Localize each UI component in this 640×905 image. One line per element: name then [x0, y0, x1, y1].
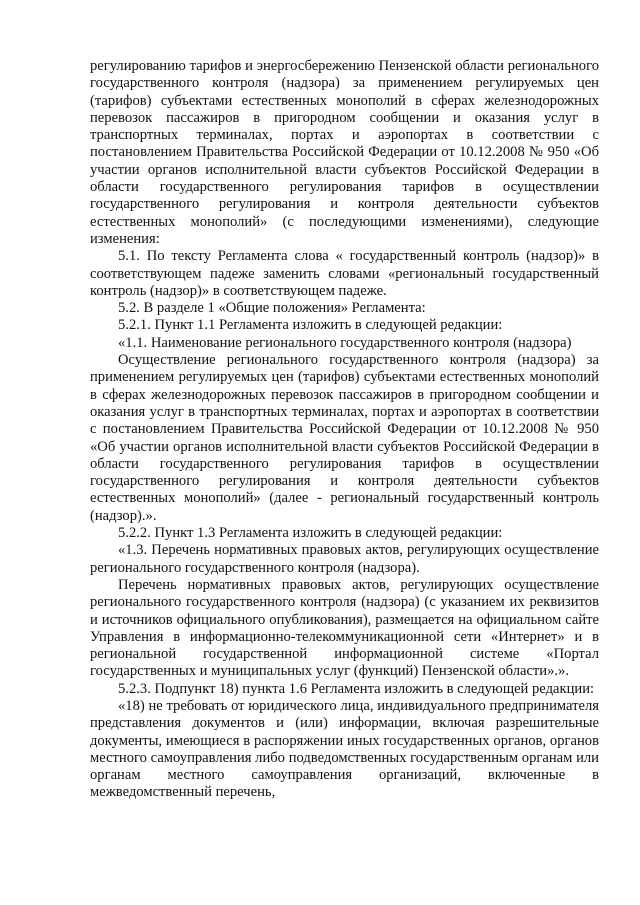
paragraph-5-2-2: 5.2.2. Пункт 1.3 Регламента изложить в следующей редакции: [118, 525, 503, 542]
paragraph-5-2-1: 5.2.1. Пункт 1.1 Регламента изложить в следующей редакции: [118, 317, 503, 334]
paragraph-5-1: 5.1. По тексту Регламента слова « государственный контроль (надзор)» в соответствующем падеже заменить словами «региональный государственный контроль (надзор)» в соответствующем падеже. [90, 248, 599, 299]
paragraph-1-3-heading: «1.3. Перечень нормативных правовых актов, регулирующих осуществление регионального государственного контроля (надзора). [90, 542, 599, 576]
paragraph-1-3-body: Перечень нормативных правовых актов, регулирующих осуществление регионального государственного контроля (надзора) (с указанием их реквизитов и источников официального опубликования), размещается на официальном сайте Управления в информационно-телекоммуникационной сети «Интернет» и в региональной государственной информационной системе «Портал государственных и муниципальных услуг (функций) Пензенской области».». [90, 576, 599, 680]
paragraph-1-1-heading: «1.1. Наименование регионального государственного контроля (надзора) [118, 334, 572, 351]
paragraph-intro: регулированию тарифов и энергосбережению Пензенской области регионального государственного контроля (надзора) за применением регулируемых цен (тарифов) субъектами естественных монополий в сферах железнодорожных перевозок пассажиров в пригородном сообщении и оказания услуг в транспортных терминалах, портах и аэропортах в соответствии с постановлением Правительства Российской Федерации от 10.12.2008 № 950 «Об участии органов исполнительной власти субъектов Российской Федерации в области государственного регулирования тарифов в осуществлении государственного регулирования и контроля деятельности субъектов естественных монополий» (с последующими изменениями), следующие изменения: [90, 58, 599, 247]
paragraph-18: «18) не требовать от юридического лица, индивидуального предпринимателя представления документов и (или) информации, включая разрешительные документы, имеющиеся в распоряжении иных государственных органов, органов местного самоуправления либо подведомственных государственным органам или органам местного самоуправления организаций, включенные в межведомственный перечень, [90, 697, 599, 801]
paragraph-1-1-body: Осуществление регионального государственного контроля (надзора) за применением регулируемых цен (тарифов) субъектами естественных монополий в сферах железнодорожных перевозок пассажиров в пригородном сообщении и оказания услуг в транспортных терминалах, портах и аэропортах в соответствии с постановлением Правительства Российской Федерации от 10.12.2008 № 950 «Об участии органов исполнительной власти субъектов Российской Федерации в области государственного регулирования тарифов в осуществлении государственного регулирования и контроля деятельности субъектов естественных монополий» (далее - региональный государственный контроль (надзор).». [90, 352, 599, 524]
paragraph-5-2-3: 5.2.3. Подпункт 18) пункта 1.6 Регламента изложить в следующей редакции: [118, 680, 595, 697]
paragraph-5-2: 5.2. В разделе 1 «Общие положения» Регламента: [118, 300, 426, 317]
document-page [90, 58, 599, 802]
